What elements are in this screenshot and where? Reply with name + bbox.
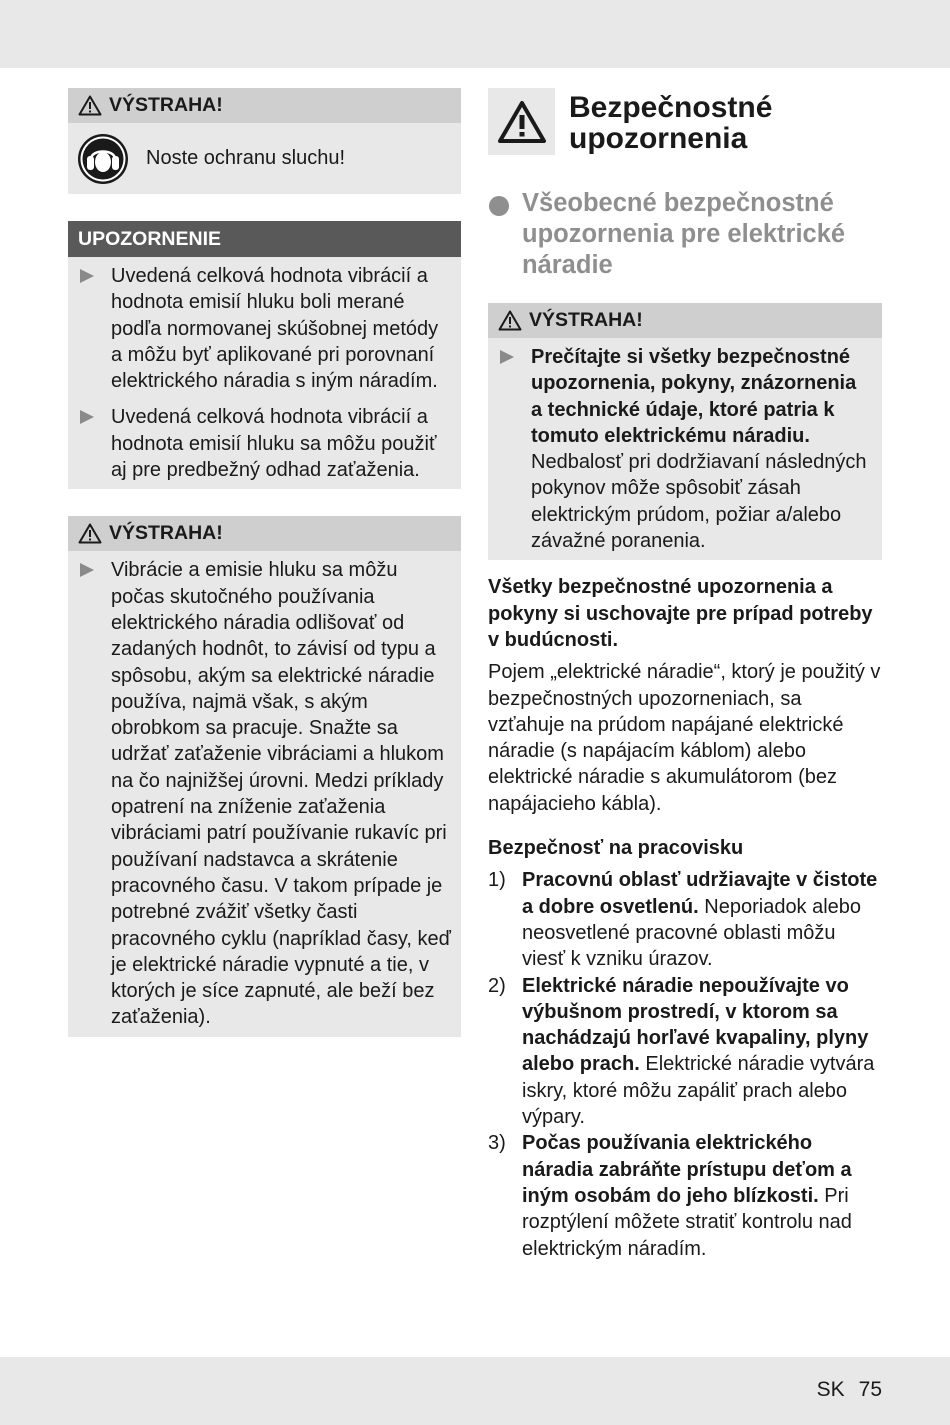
list-item: 3) Počas používania elektrického náradia zabráňte prístupu deťom a iným osobám do jeho blízkosti. Pri rozptýlení môžete stratiť kontrolu nad elektrickým náradím. xyxy=(488,1132,852,1260)
warning-heading: VÝSTRAHA! xyxy=(109,94,223,116)
warning-heading: VÝSTRAHA! xyxy=(529,309,643,331)
hearing-protection-warning xyxy=(68,88,461,194)
warning-triangle-icon xyxy=(498,310,522,331)
page-footer xyxy=(803,1378,882,1402)
page-number: 75 xyxy=(858,1378,882,1401)
bullet-arrow-icon xyxy=(80,563,94,577)
ear-protection-icon xyxy=(77,133,129,185)
list-item: 2) Elektrické náradie nepoužívajte vo výbušnom prostredí, v ktorom sa nachádzajú horľavé kvapaliny, plyny alebo prach. Elektrické náradie vytvára iskry, ktoré môžu zapáliť prach alebo výpary. xyxy=(488,974,875,1129)
hearing-row xyxy=(68,123,461,194)
warning-triangle-icon xyxy=(78,95,102,116)
list-item: Uvedená celková hodnota vibrácií a hodnota emisií hluku sa môžu použiť aj pre predbežný odhad zaťaženia. xyxy=(78,404,451,483)
section-subheading: Všeobecné bezpečnostné upozornenia pre elektrické náradie xyxy=(522,189,846,279)
language-code: SK xyxy=(816,1378,845,1401)
bullet-arrow-icon xyxy=(80,269,94,283)
hearing-text: Noste ochranu sluchu! xyxy=(146,147,346,169)
workplace-heading: Bezpečnosť na pracovisku xyxy=(488,837,744,860)
bullet-circle-icon xyxy=(489,196,509,216)
warning-header xyxy=(488,303,882,338)
left-column xyxy=(68,88,461,1064)
workplace-list xyxy=(488,867,882,1261)
definition-paragraph: Pojem „elektrické náradie“, ktorý je použitý v bezpečnostných upozorneniach, sa vzťahuje na prúdom napájané elektrické náradie (s napájacím káblom) alebo elektrické náradie s akumulátorom (bez napájacieho kábla). xyxy=(488,661,881,815)
warning-heading: VÝSTRAHA! xyxy=(109,522,223,545)
warning-header xyxy=(68,516,461,551)
notice-header: UPOZORNENIE xyxy=(68,221,461,257)
list-item: 1) Pracovnú oblasť udržiavajte v čistote a dobre osvetlenú. Neporiadok alebo neosvetlené pracovné oblasti môžu viesť k vzniku úrazov. xyxy=(488,869,878,971)
list-item: Vibrácie a emisie hluku sa môžu počas skutočného používania elektrického náradia odlišovať od zadaných hodnôt, to závisí od typu a spôsobu, akým sa elektrické náradie používa, najmä však, s akým obrobkom sa pracuje. Snažte sa udržať zaťaženie vibráciami a hlukom na čo najnižšej úrovni. Medzi príklady opatrení na zníženie zaťaženia vibráciami patrí používanie rukavíc pri používaní nadstavca a skrátenie pracovného času. V takom prípade je potrebné zvážiť všetky časti pracovného cyklu (napríklad časy, keď je elektrické náradie vypnuté a tie, v ktorých je síce zapnuté, ale beží bez zaťaženia). xyxy=(78,557,451,1030)
warning-header xyxy=(68,88,461,123)
bullet-arrow-icon xyxy=(500,350,514,364)
list-item: Prečítajte si všetky bezpečnostné upozornenia, pokyny, znázornenia a technické údaje, ktoré patria k tomuto elektrickému náradiu. Nedbalosť pri dodržiavaní následných pokynov môže spôsobiť zásah elektrickým prúdom, požiar a/alebo závažné poranenia. xyxy=(498,344,872,554)
bullet-arrow-icon xyxy=(80,410,94,424)
vibration-warning xyxy=(68,516,461,1036)
list-item: Uvedená celková hodnota vibrácií a hodnota emisií hluku boli merané podľa normovanej skúšobnej metódy a môžu byť aplikované pri porovnaní elektrického náradia s iným náradím. xyxy=(78,263,451,394)
vibration-list xyxy=(68,551,461,1036)
warning-triangle-icon xyxy=(497,100,547,144)
warning-triangle-icon xyxy=(78,523,102,544)
general-warning xyxy=(488,303,882,560)
header-band xyxy=(0,0,950,68)
subheading-row xyxy=(488,188,882,281)
page-title-row xyxy=(488,88,882,174)
page-title: Bezpečnostné upozornenia xyxy=(569,91,773,155)
title-icon-box xyxy=(488,88,555,155)
right-column xyxy=(488,88,882,1262)
general-warning-list xyxy=(488,338,882,560)
notice-list xyxy=(68,257,461,489)
notice-box xyxy=(68,221,461,489)
keep-instructions: Všetky bezpečnostné upozornenia a pokyny si uschovajte pre prípad potreby v budúcnosti. xyxy=(488,576,873,651)
